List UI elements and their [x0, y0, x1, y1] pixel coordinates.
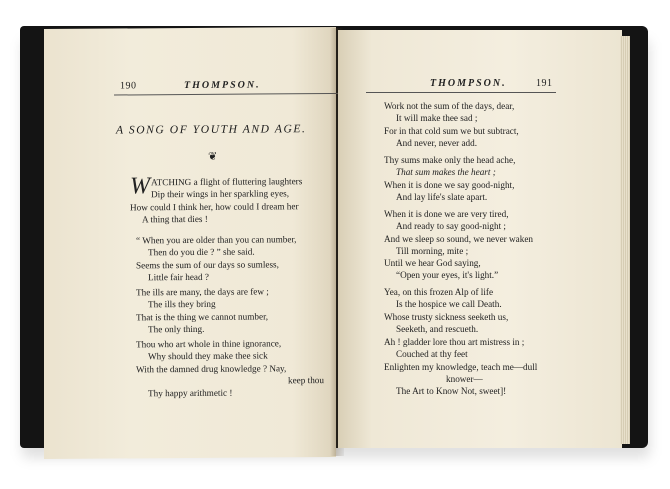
poem-line: Couched at thy feet — [396, 349, 468, 360]
poem-line: Till morning, mite ; — [396, 245, 469, 256]
poem-line: Ah ! gladder lore thou art mistress in ; — [384, 337, 525, 347]
poem-line: A thing that dies ! — [142, 213, 208, 225]
poem-line: keep thou — [288, 374, 324, 386]
poem-line: Enlighten my knowledge, teach me—dull — [384, 361, 538, 372]
poem-line: With the damned drug knowledge ? Nay, — [136, 362, 287, 374]
poem-line: knower— — [446, 373, 483, 384]
right-page — [338, 30, 622, 448]
poem-line: Thy happy arithmetic ! — [148, 387, 233, 399]
right-stanza-1 — [384, 100, 519, 149]
poem-line: ATCHING a flight of fluttering laughters — [151, 176, 303, 188]
poem-line: Then do you die ? ” she said. — [148, 246, 255, 258]
poem-line: Until we hear God saying, — [384, 258, 481, 269]
poem-line: Little fair head ? — [148, 271, 209, 283]
right-stanza-2 — [384, 154, 515, 203]
poem-line: Seeketh, and rescueth. — [396, 323, 479, 334]
poem-line: Seems the sum of our days so sumless, — [136, 258, 279, 270]
poem-line: When it is done we say good-night, — [384, 179, 515, 190]
poem-line: When it is done we are very tired, — [384, 209, 509, 219]
poem-line: It will make thee sad ; — [396, 113, 478, 124]
poem-line: Yea, on this frozen Alp of life — [384, 287, 494, 297]
poem-line: The ills they bring — [148, 299, 216, 310]
left-stanza-4 — [136, 337, 324, 400]
left-stanza-3 — [136, 285, 269, 335]
poem-line: “ When you are older than you can number, — [136, 234, 297, 246]
poem-line: And never, never add. — [396, 137, 478, 148]
left-running-head: THOMPSON. — [184, 79, 261, 92]
left-header-rule — [114, 93, 350, 96]
poem-line: That sum makes the heart ; — [396, 167, 496, 178]
page-edges — [620, 36, 630, 444]
poem-line: Thou who art whole in thine ignorance, — [136, 338, 282, 350]
drop-cap: W — [130, 173, 150, 200]
poem-line: That is the thing we cannot number, — [136, 311, 269, 322]
ornament-icon: ❦ — [208, 150, 218, 163]
left-stanza-1 — [130, 173, 303, 225]
poem-line: The ills are many, the days are few ; — [136, 286, 269, 298]
right-header-rule — [366, 92, 556, 93]
poem-line: The Art to Know Not, sweet]! — [396, 386, 507, 397]
right-stanza-4 — [384, 286, 508, 335]
poem-line: Is the hospice we call Death. — [396, 299, 502, 310]
poem-line: Why should they make thee sick — [148, 350, 268, 362]
right-page-number: 191 — [536, 78, 553, 89]
left-stanza-2 — [136, 233, 296, 283]
poem-line: How could I think her, how could I dream her — [130, 200, 299, 213]
poem-line: “Open your eyes, it's light.” — [396, 270, 499, 281]
poem-line: For in that cold sum we but subtract, — [384, 125, 519, 136]
poem-line: And ready to say good-night ; — [396, 221, 506, 232]
left-page-number: 190 — [120, 80, 137, 92]
poem-line: Dip their wings in her sparkling eyes, — [151, 188, 290, 200]
poem-title: A SONG OF YOUTH AND AGE. — [116, 123, 307, 137]
poem-line: Work not the sum of the days, dear, — [384, 101, 515, 111]
left-page — [44, 27, 336, 459]
right-running-head: THOMPSON. — [430, 78, 507, 89]
poem-line: And we sleep so sound, we never waken — [384, 233, 534, 244]
poem-line: Whose trusty sickness seeketh us, — [384, 311, 509, 322]
poem-line: The only thing. — [148, 323, 205, 335]
right-stanza-3 — [384, 208, 533, 282]
poem-line: And lay life's slate apart. — [396, 191, 488, 202]
right-stanza-5 — [384, 336, 537, 397]
poem-line: Thy sums make only the head ache, — [384, 155, 516, 165]
